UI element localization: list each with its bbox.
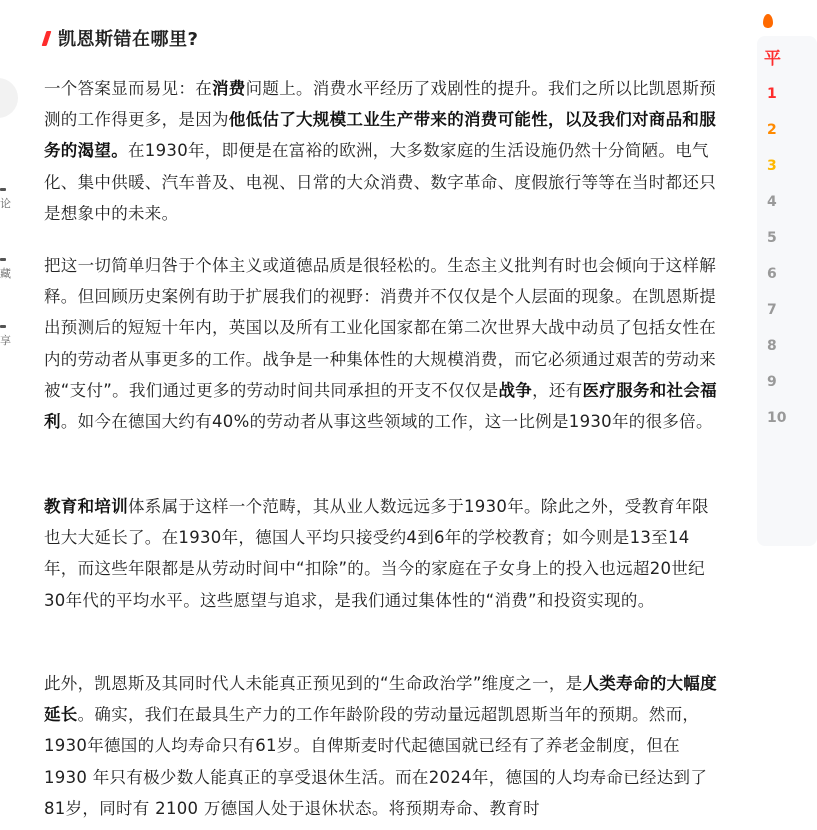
left-action-rail — [0, 0, 28, 830]
hot-list-title: 平 — [764, 49, 781, 69]
text-run: 此外，凯恩斯及其同时代人未能真正预见到的“生命政治学”维度之一，是 — [44, 674, 583, 693]
hot-rank-1[interactable]: 1 — [767, 86, 777, 102]
fire-icon — [763, 14, 773, 28]
share-label: 享 — [0, 334, 11, 347]
paragraph-collective — [44, 250, 719, 437]
text-run: ，还有 — [532, 380, 583, 400]
bold-run: 人类寿命的大幅度延长 — [44, 674, 717, 725]
star-icon — [0, 258, 6, 261]
hot-rank-9[interactable]: 9 — [767, 374, 777, 390]
section-heading — [44, 26, 198, 50]
text-run: 问题上。消费水平经历了戏剧性的提升。我们之所以比凯恩斯预测的工作得更多，是因为 — [44, 79, 717, 130]
favorite-label: 藏 — [0, 267, 11, 280]
text-run: 。如今在德国大约有40%的劳动者从事这些领域的工作，这一比例是1930年的很多倍。 — [60, 412, 713, 432]
bold-run: 医疗服务和社会福利 — [44, 380, 717, 432]
paragraph-longevity — [44, 668, 719, 824]
hot-rank-5[interactable]: 5 — [767, 230, 777, 246]
hot-rank-7[interactable]: 7 — [767, 302, 777, 318]
hot-rank-3[interactable]: 3 — [767, 158, 777, 174]
bold-run: 他低估了大规模工业生产带来的消费可能性，以及我们对商品和服务的渴望。 — [44, 110, 717, 161]
like-button[interactable] — [0, 78, 18, 118]
text-run: 把这一切简单归咎于个体主义或道德品质是很轻松的。生态主义批判有时也会倾向于这样解释。但回顾历史案例有助于扩展我们的视野：消费并不仅仅是个人层面的现象。在凯恩斯提出预测后的短短十年内，英国以及所有工业化国家都在第二次世界大战中动员了包括女性在内的劳动者从事更多的工作。战争是一种集体性的大规模消费，而它必须通过艰苦的劳动来被“支付”。我们通过更多的劳动时间共同承担的开支不仅仅是 — [44, 256, 716, 400]
heading-accent-mark — [42, 31, 52, 46]
text-run: 。确实，我们在最具生产力的工作年龄阶段的劳动量远超凯恩斯当年的预期。然而，1930年德国的人均寿命只有61岁。自俾斯麦时代起德国就已经有了养老金制度，但在 1930 年只有极少数人能真正的享受退休生活。而在2024年，德国的人均寿命已经达到了81岁，同时有 2100 万德国人处于退休状态。将预期寿命、教育时 — [44, 705, 708, 818]
section-title: 凯恩斯错在哪里? — [58, 29, 199, 50]
share-icon — [0, 325, 6, 328]
hot-list-rail — [757, 0, 817, 830]
hot-rank-2[interactable]: 2 — [767, 122, 777, 138]
text-run: 体系属于这样一个范畴，其从业人数远远多于1930年。除此之外，受教育年限也大大延长了。在1930年，德国人平均只接受约4到6年的学校教育；如今则是13至14年，而这些年限都是从劳动时间中“扣除”的。当今的家庭在子女身上的投入也远超20世纪30年代的平均水平。这些愿望与追求，是我们通过集体性的“消费”和投资实现的。 — [44, 497, 709, 610]
hot-rank-8[interactable]: 8 — [767, 338, 777, 354]
bold-run: 教育和培训 — [44, 497, 128, 516]
comment-button[interactable] — [0, 188, 10, 211]
bold-run: 战争 — [498, 380, 533, 400]
text-run: 一个答案显而易见：在 — [44, 79, 212, 98]
hot-rank-10[interactable]: 10 — [767, 410, 787, 426]
comment-label: 论 — [0, 197, 11, 210]
bold-run: 消费 — [212, 79, 246, 98]
paragraph-education — [44, 491, 719, 616]
favorite-button[interactable] — [0, 258, 10, 281]
paragraph-consumption — [44, 73, 719, 229]
comment-icon — [0, 188, 6, 191]
hot-rank-4[interactable]: 4 — [767, 194, 777, 210]
text-run: 在1930年，即便是在富裕的欧洲，大多数家庭的生活设施仍然十分简陋。电气化、集中供暖、汽车普及、电视、日常的大众消费、数字革命、度假旅行等等在当时都还只是想象中的未来。 — [44, 141, 716, 223]
hot-rank-6[interactable]: 6 — [767, 266, 777, 282]
share-button[interactable] — [0, 325, 10, 348]
hot-list-panel — [757, 36, 817, 546]
